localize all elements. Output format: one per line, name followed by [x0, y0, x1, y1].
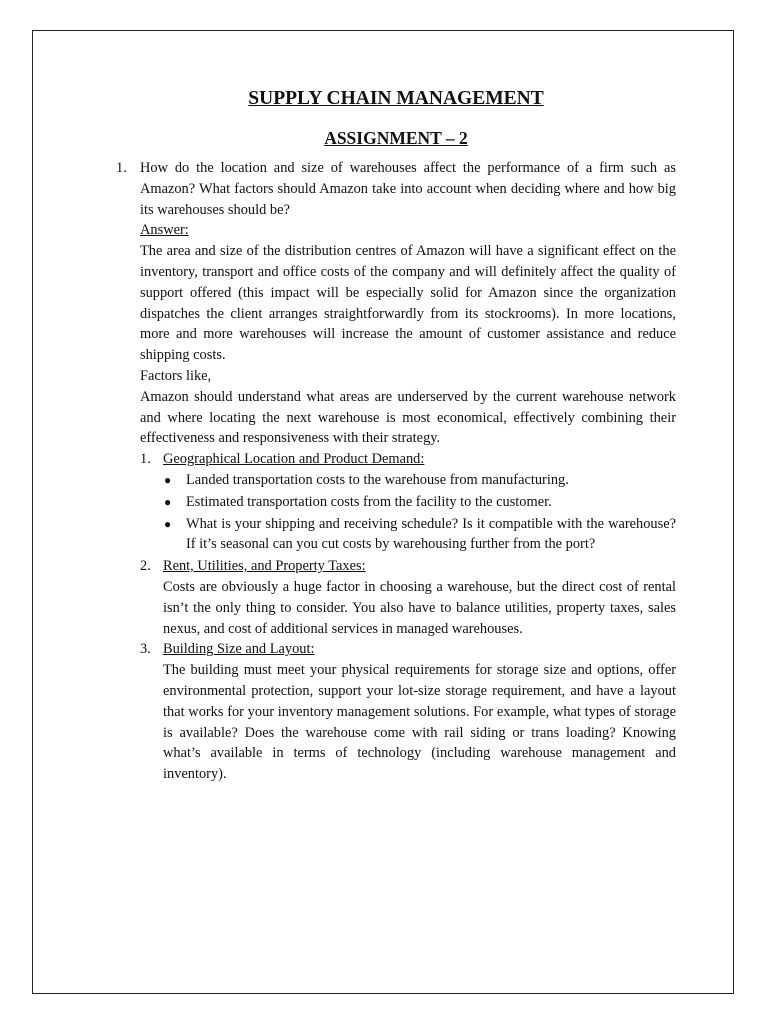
document-title: SUPPLY CHAIN MANAGEMENT [248, 88, 544, 109]
bullet-icon: ● [164, 472, 172, 487]
assignment-subtitle: ASSIGNMENT – 2 [324, 128, 468, 148]
factors-intro: Factors like, [140, 367, 212, 384]
factor-text: Costs are obviously a huge factor in choosing a warehouse, but the direct cost of rental isn’t the only thing to consider. You also have to balance utilities, property taxes, sales nexus, and cost of additional services in managed warehouses. [163, 578, 676, 637]
list-item [140, 514, 676, 556]
question-number: 1. [116, 160, 127, 176]
factor-body [163, 556, 676, 639]
factor-1 [140, 449, 676, 470]
question-text: How do the location and size of warehouses affect the performance of a firm such as Amazon? What factors should Amazon take into account when deciding where and how big its warehouses should be? [140, 160, 676, 218]
factor-number: 2. [140, 558, 151, 575]
factors-text: Amazon should understand what areas are underserved by the current warehouse network and where locating the next warehouse is most economical, effectively combining their effectiveness and responsiveness with their strategy. [140, 388, 676, 447]
factor-1-bullets [140, 470, 676, 555]
factor-text: The building must meet your physical requirements for storage size and options, offer environmental protection, support your lot-size storage requirement, and have a layout that works for your inventory management solutions. For example, what types of storage is available? Does the warehouse come with rail siding or trans loading? Knowing what’s available in terms of technology (including warehouse management and inventory). [163, 662, 676, 783]
factor-heading: Geographical Location and Product Demand: [163, 451, 425, 468]
bullet-text: Estimated transportation costs from the facility to the customer. [186, 493, 552, 510]
factor-body [163, 449, 676, 470]
factor-heading: Rent, Utilities, and Property Taxes: [163, 558, 366, 575]
factor-heading: Building Size and Layout: [163, 641, 315, 658]
factor-body [163, 639, 676, 785]
question-1 [116, 158, 676, 785]
factor-2 [140, 556, 676, 639]
factor-3 [140, 639, 676, 785]
document-content [116, 86, 676, 785]
answer-text: The area and size of the distribution centres of Amazon will have a significant effect on the inventory, transport and office costs of the company and will definitely affect the quality of support offered (this impact will be especially solid for Amazon since the organization dispatches the client arranges straightforwardly from its stockrooms). In more locations, more and more warehouses will increase the amount of customer assistance and reduce shipping costs. [140, 243, 676, 364]
list-item [140, 470, 676, 491]
bullet-text: What is your shipping and receiving schedule? Is it compatible with the warehouse? If it’s seasonal can you cut costs by warehousing further from the port? [186, 515, 676, 553]
factor-number: 1. [140, 451, 151, 468]
bullet-icon: ● [164, 516, 172, 531]
bullet-text: Landed transportation costs to the warehouse from manufacturing. [186, 471, 569, 488]
factor-number: 3. [140, 641, 151, 658]
bullet-icon: ● [164, 494, 172, 509]
question-body [140, 158, 676, 785]
answer-label: Answer: [140, 222, 189, 239]
list-item [140, 492, 676, 513]
